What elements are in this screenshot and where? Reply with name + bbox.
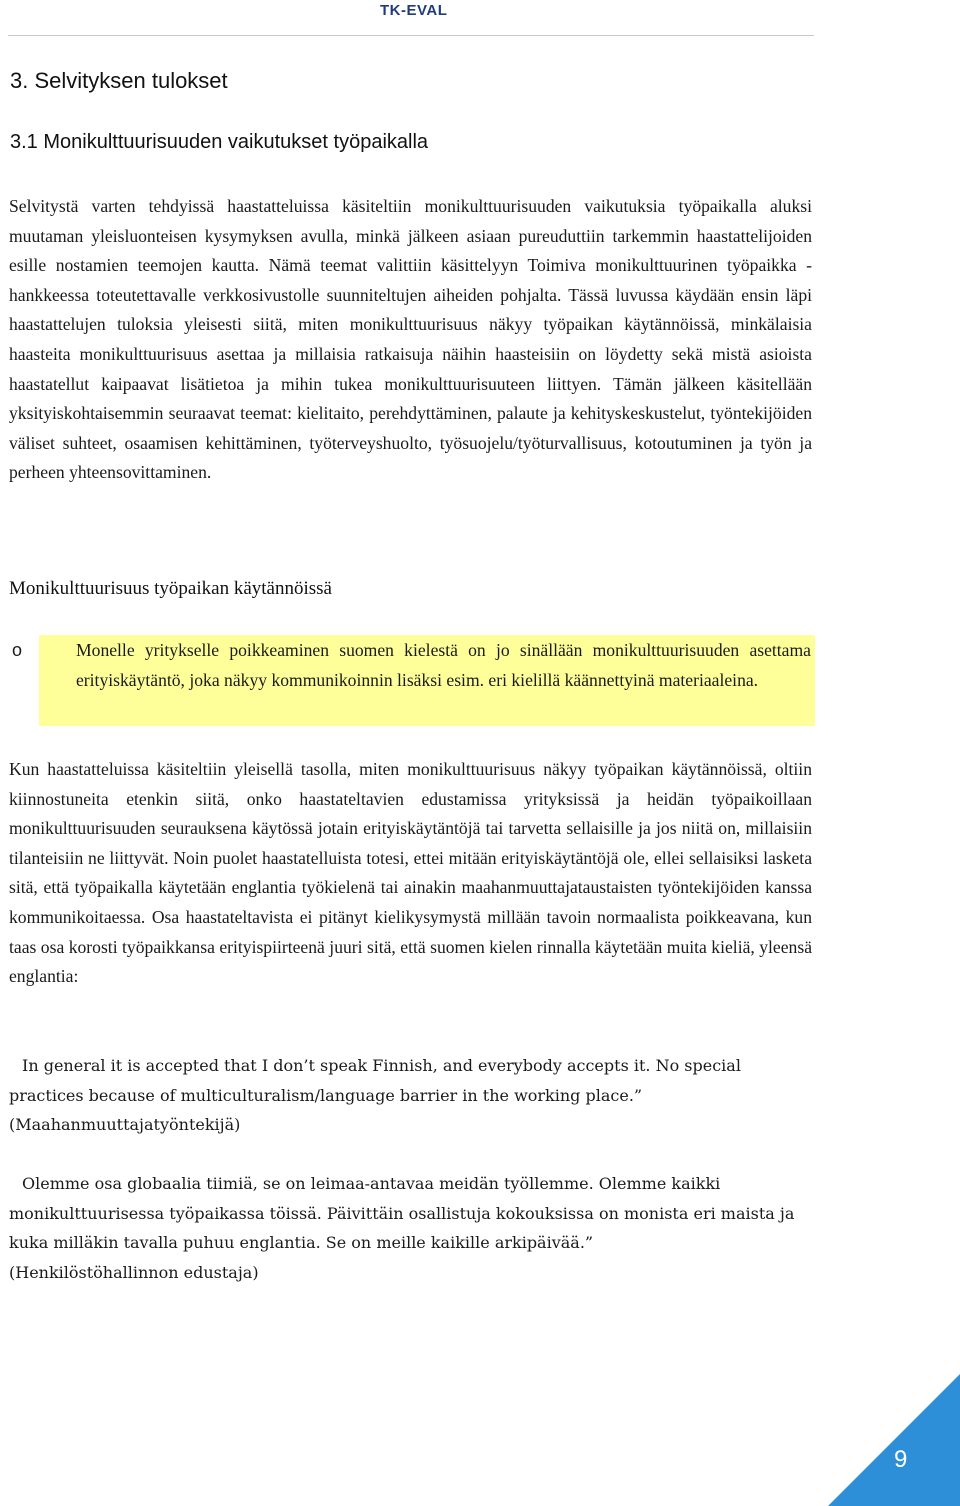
tk-eval-logo: TK-EVAL [380, 2, 448, 19]
quote-attribution: (Maahanmuuttajatyöntekijä) [9, 1115, 241, 1134]
page-number: 9 [894, 1446, 908, 1473]
bullet-marker: o [12, 640, 23, 660]
quote-text: In general it is accepted that I don’t speak Finnish, and everybody accepts it. No special practices because of multiculturalism/language barrier in the working place.” [9, 1056, 741, 1105]
quote-attribution: (Henkilöstöhallinnon edustaja) [9, 1262, 259, 1282]
body-paragraph: Kun haastatteluissa käsiteltiin yleisellä tasolla, miten monikulttuurisuus näkyy työpaikan käytännöissä, oltiin kiinnostuneita etenkin siitä, onko haastateltavien edustamissa yrityksissä ja heidän työpaikoillaan monikulttuurisuuden seurauksena käytössä jotain erityiskäytäntöjä tai tarvetta sellaisille ja jos niitä on, millaisiin tilanteisiin ne liittyvät. Noin puolet haastatelluista totesi, ettei mitään erityiskäytäntöjä ole, ellei sellaisiksi lasketa sitä, että työpaikalla käytetään englantia työkielenä tai ainakin maahanmuuttajataustaisten työntekijöiden kanssa kommunikoitaessa. Osa haastateltavista ei pitänyt kielikysymystä millään tavoin normaalista poikkeavana, kun taas osa korosti työpaikkansa erityispiirteenä juuri sitä, että suomen kielen rinnalla käytetään muita kieliä, yleensä englantia: [9, 759, 812, 987]
quote-block [9, 1051, 809, 1140]
highlighted-bullet-text: Monelle yritykselle poikkeaminen suomen kielestä on jo sinällään monikulttuurisuuden asettama erityiskäytäntö, joka näkyy kommunikoinnin lisäksi esim. eri kielillä käännettyinä materiaaleina. [76, 640, 811, 690]
practices-heading: Monikulttuurisuus työpaikan käytännöissä [9, 578, 332, 599]
header-divider [8, 35, 814, 36]
page-corner-decoration [828, 1374, 960, 1506]
section-heading: 3. Selvityksen tulokset [10, 68, 228, 93]
intro-paragraph: Selvitystä varten tehdyissä haastatteluissa käsiteltiin monikulttuurisuuden vaikutuksia työpaikalla aluksi muutaman yleisluonteisen kysymyksen avulla, minkä jälkeen asiaan pureuduttiin tarkemmin haastattelijoiden esille nostamien teemojen kautta. Nämä teemat valittiin käsittelyyn Toimiva monikulttuurinen työpaikka -hankkeessa toteutettavalle verkkosivustolle suunniteltujen aiheiden pohjalta. Tässä luvussa käydään ensin läpi haastattelujen tuloksia yleisesti siitä, miten monikulttuurisuus näkyy työpaikan käytännöissä, minkälaisia haasteita monikulttuurisuus asettaa ja millaisia ratkaisuja näihin haasteisiin on löydetty sekä mistä asioista haastatellut kaipaavat lisätietoa ja mihin tukea monikulttuurisuuteen liittyen. Tämän jälkeen käsitellään yksityiskohtaisemmin seuraavat teemat: kielitaito, perehdyttäminen, palaute ja kehityskeskustelut, työntekijöiden väliset suhteet, osaamisen kehittäminen, työterveyshuolto, työsuojelu/työturvallisuus, kotoutuminen ja työn ja perheen yhteensovittaminen. [9, 196, 812, 483]
quote-text: Olemme osa globaalia tiimiä, se on leimaa-antavaa meidän työllemme. Olemme kaikki monikulttuurisessa työpaikassa töissä. Päivittäin osallistuja kokouksissa on monista eri maista ja kuka milläkin tavalla puhuu englantia. Se on meille kaikille arkipäivää.” [9, 1174, 795, 1252]
subsection-heading: 3.1 Monikulttuurisuuden vaikutukset työpaikalla [10, 131, 429, 153]
quote-block [9, 1169, 809, 1287]
